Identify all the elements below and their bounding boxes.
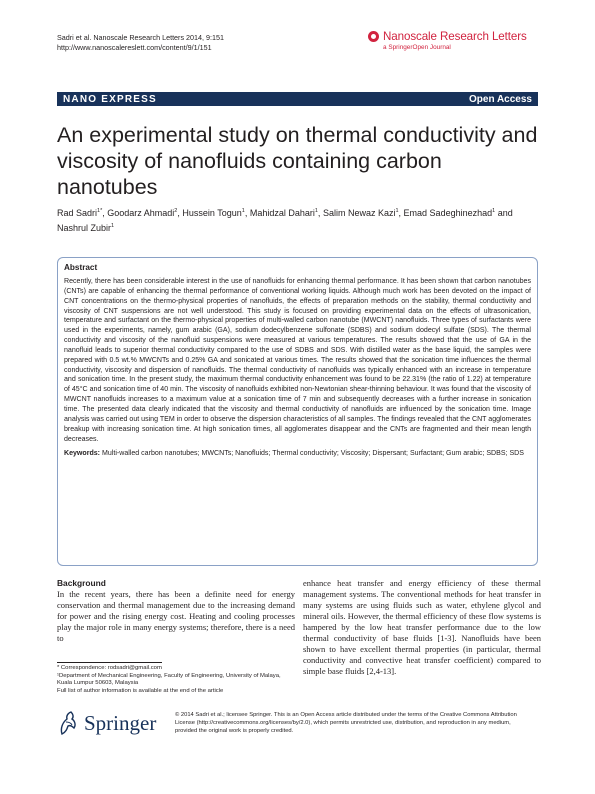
author-affiliation-mark: 1*: [97, 208, 103, 214]
footnote-divider: [57, 662, 162, 663]
citation-url[interactable]: http://www.nanoscalereslett.com/content/9/1/151: [57, 43, 212, 52]
abstract-body: Recently, there has been considerable interest in the use of nanofluids for enhancing thermal performance. It has been shown that carbon nanotubes (CNTs) are capable of enhancing the thermal performance of conventional working liquids. Although much work has been devoted on the impact of CNT concentrations on the thermo-physical properties of nanofluids, the effects of preparation methods on the stability, thermal conductivity and viscosity of CNT suspensions are not well understood. This study is focused on providing experimental data on the effects of ultrasonication, temperature and surfactant on the thermo-physical properties of multi-walled carbon nanotube (MWCNT) nanofluids. Three types of surfactants were used in the experiments, namely, gum arabic (GA), sodium dodecylbenzene sulfonate (SDBS) and sodium dodecyl sulfate (SDS). The thermal conductivity and viscosity of the nanofluid suspensions were measured at various temperatures. The results showed that the use of GA in the nanofluid leads to superior thermal conductivity compared to the use of SDBS and SDS. With distilled water as the base liquid, the samples were prepared with 0.5 wt.% MWCNTs and 0.25% GA and sonicated at various times. The results showed that the sonication time influences the thermal conductivity, viscosity and dispersion of nanofluids. The thermal conductivity of nanofluids was typically enhanced with an increase in temperature and sonication time. In the present study, the maximum thermal conductivity enhancement was found to be 22.31% (the ratio of 1.22) at temperature of 45°C and sonication time of 40 min. The viscosity of nanofluids exhibited non-Newtonian shear-thinning behaviour. It was found that the viscosity of MWCNT nanofluids increases to a maximum value at a sonication time of 7 min and subsequently decreases with a further increase in sonication time. The presented data clearly indicated that the viscosity and thermal conductivity of nanofluids are influenced by the sonication time. Image analysis was carried out using TEM in order to observe the dispersion characteristics of all samples. The findings revealed that the CNT agglomerates breakup with increasing sonication time. At high sonication times, all agglomerates disappear and the CNTs are fragmented and their mean length decreases.: [64, 278, 531, 443]
citation-line-1: Sadri et al. Nanoscale Research Letters 2014, 9:151: [57, 33, 225, 42]
affiliation-note: ¹Department of Mechanical Engineering, Faculty of Engineering, University of Malaya, Kuala Lumpur 50603, Malaysia: [57, 672, 281, 687]
section-band: [57, 92, 538, 106]
author-name: Rad Sadri$^{1*}$: [57, 208, 103, 218]
footnotes: [57, 665, 297, 695]
keywords: [64, 449, 531, 459]
author-affiliation-mark: 1: [492, 208, 496, 214]
journal-brand[interactable]: [368, 30, 540, 51]
journal-name: Nanoscale Research Letters: [383, 30, 527, 43]
background-column-2: enhance heat transfer and energy efficiency of these thermal management systems. The conventional methods for heat transfer in many systems are using fluids such as water, ethylene glycol and mineral oils. However, the thermal efficiency of these flow systems is hampered by the low heat transfer performance due to the low thermal conductivity of base fluids [1-3]. Nanofluids have been shown to have excellent thermal properties (in particular, thermal conductivity and convective heat transfer coefficient) compared to simple base fluids [2,4-13].: [303, 578, 541, 676]
author-affiliation-mark: 1: [395, 208, 399, 214]
author-affiliation-mark: 1: [314, 208, 318, 214]
open-access-label: Open Access: [469, 93, 532, 105]
springer-wordmark: Springer: [84, 710, 157, 735]
springer-horse-icon: [57, 710, 79, 736]
abstract-heading: Abstract: [64, 263, 98, 272]
keywords-label: Keywords:: [64, 450, 101, 458]
correspondence-note: * Correspondence: rodsadri@gmail.com: [57, 665, 162, 671]
author-list: Rad Sadri$^{1*}$, Goodarz Ahmadi$^2$, Hussein Togun$^1$, Mahidzal Dahari$^1$, Salim Newaz Kazi$^1$, Emad Sadeghinezhad$^1$ and Nashrul Zubir$^1$: [57, 208, 513, 233]
author-name: Hussein Togun$^1$: [182, 208, 245, 218]
abstract-box: [57, 257, 538, 566]
journal-subtitle: a SpringerOpen Journal: [383, 44, 451, 51]
author-name: Salim Newaz Kazi$^1$: [322, 208, 399, 218]
author-name: Emad Sadeghinezhad$^1$: [403, 208, 496, 218]
springer-logo: [57, 710, 156, 736]
background-column-1: In the recent years, there has been a definite need for energy conservation and thermal management due to the increasing demand for power and the rising energy cost. Heating and cooling processes play the major role in many energy systems; therefore, there is a need to: [57, 589, 295, 643]
author-affiliation-mark: 1: [111, 223, 115, 229]
author-name: Goodarz Ahmadi$^2$: [107, 208, 178, 218]
background-heading: Background: [57, 578, 106, 588]
author-name: Mahidzal Dahari$^1$: [249, 208, 318, 218]
author-affiliation-mark: 1: [241, 208, 245, 214]
section-label: NANO EXPRESS: [63, 93, 157, 105]
license-text: © 2014 Sadri et al.; licensee Springer. This is an Open Access article distributed under the terms of the Creative Commons Attribution License (http://creativecommons.org/licenses/by/2.0), which permits unrestricted use, distribution, and reproduction in any medium, provided the original work is properly credited.: [175, 712, 517, 734]
springeropen-logo-icon: [368, 31, 379, 42]
author-affiliation-mark: 2: [174, 208, 178, 214]
author-info-note: Full list of author information is available at the end of the article: [57, 687, 224, 694]
keywords-list: Multi-walled carbon nanotubes; MWCNTs; Nanofluids; Thermal conductivity; Viscosity; Dispersant; Surfactant; Gum arabic; SDBS; SDS: [102, 450, 524, 458]
author-name: Nashrul Zubir$^1$: [57, 223, 115, 233]
article-title: An experimental study on thermal conductivity and viscosity of nanofluids containing carbon nanotubes: [57, 123, 538, 199]
citation: [57, 33, 224, 53]
